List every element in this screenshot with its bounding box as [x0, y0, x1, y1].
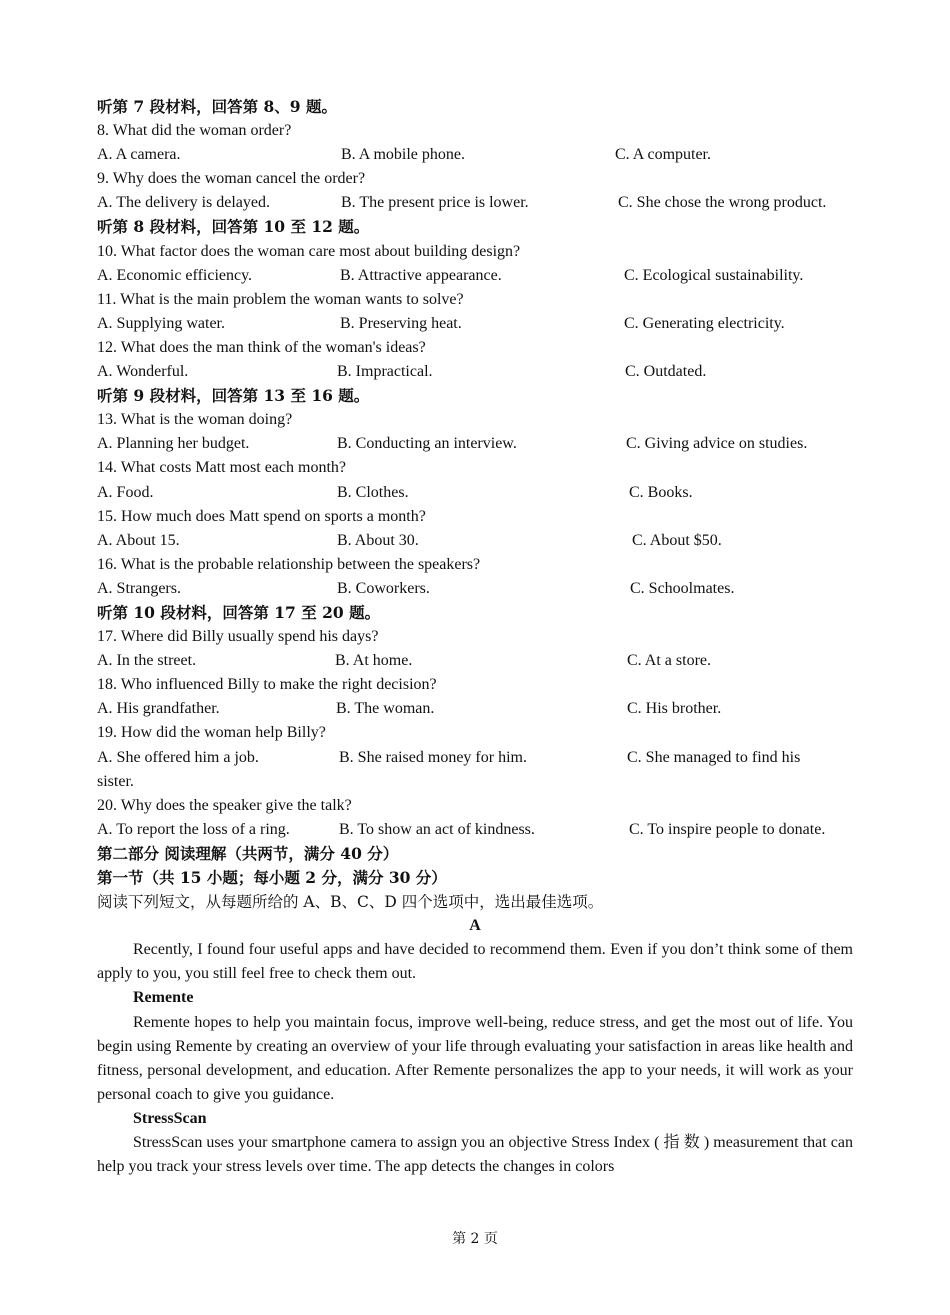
page-footer: 第 2 页: [452, 1231, 498, 1247]
option-c: C. Generating electricity.: [624, 314, 785, 332]
option-b: B. Coworkers.: [337, 579, 430, 597]
option-a: A. Supplying water.: [97, 314, 225, 332]
option-c: C. Schoolmates.: [630, 579, 735, 597]
option-row: [97, 143, 853, 167]
option-row: [97, 312, 853, 336]
option-b: B. The woman.: [336, 700, 435, 718]
option-row: [97, 264, 853, 288]
option-c: C. Outdated.: [625, 363, 707, 381]
option-c: C. About $50.: [632, 531, 722, 549]
option-a: A. She offered him a job.: [97, 748, 259, 766]
option-a: A. Strangers.: [97, 579, 181, 597]
option-c: C. Giving advice on studies.: [626, 435, 808, 453]
option-row: [97, 481, 853, 505]
option-b: B. Clothes.: [337, 483, 409, 501]
question-text: 9. Why does the woman cancel the order?: [97, 170, 366, 188]
section-header: 第一节（共 15 小题；每小题 2 分，满分 30 分）: [97, 868, 447, 887]
question-text: 18. Who influenced Billy to make the right decision?: [97, 676, 437, 694]
paragraph-text: Remente hopes to help you maintain focus, improve well-being, reduce stress, and get the most out of life. You begin using Remente by creating an overview of your life through evaluating your satisfaction in areas like health and fitness, personal development, and education. After Remente personalizes the app to your needs, it will work as your personal coach to give you guidance.: [97, 1013, 853, 1103]
option-row: [97, 529, 853, 553]
option-c: C. To inspire people to donate.: [629, 820, 826, 838]
option-b: B. About 30.: [337, 531, 419, 549]
option-a: A. Planning her budget.: [97, 435, 250, 453]
option-row: [97, 360, 853, 384]
question-text: 15. How much does Matt spend on sports a month?: [97, 507, 426, 525]
remente-paragraph: [97, 1011, 853, 1107]
option-b: B. The present price is lower.: [341, 194, 529, 212]
option-a: A. Food.: [97, 483, 154, 501]
option-row: [97, 577, 853, 601]
question-text: 8. What did the woman order?: [97, 122, 292, 140]
question-text: 20. Why does the speaker give the talk?: [97, 796, 352, 814]
option-b: B. To show an act of kindness.: [339, 820, 535, 838]
question-text: 17. Where did Billy usually spend his days?: [97, 628, 379, 646]
passage-title: A: [469, 917, 481, 935]
paragraph-text: StressScan uses your smartphone camera to assign you an objective Stress Index ( 指 数 ) measurement that can help you track your stress levels over time. The app detects the changes in colors: [97, 1134, 854, 1176]
option-a: A. Economic efficiency.: [97, 266, 253, 284]
option-row: [97, 649, 853, 673]
question-text: sister.: [97, 772, 134, 790]
question-text: 13. What is the woman doing?: [97, 411, 293, 429]
option-b: B. Attractive appearance.: [340, 266, 502, 284]
option-c: C. A computer.: [615, 146, 711, 164]
question-text: 10. What factor does the woman care most about building design?: [97, 242, 521, 260]
intro-paragraph: [97, 938, 853, 986]
stressscan-paragraph: [97, 1131, 853, 1179]
paragraph-text: Recently, I found four useful apps and have decided to recommend them. Even if you don’t think some of them apply to you, you still feel free to check them out.: [97, 941, 853, 983]
option-row: [97, 697, 853, 721]
section-header: 听第 7 段材料，回答第 8、9 题。: [97, 97, 337, 116]
section-header: 第二部分 阅读理解（共两节，满分 40 分）: [97, 843, 399, 863]
question-text: 11. What is the main problem the woman wants to solve?: [97, 290, 464, 308]
question-text: 12. What does the man think of the woman's ideas?: [97, 338, 426, 356]
section-header: 听第 10 段材料，回答第 17 至 20 题。: [97, 602, 381, 622]
option-b: B. A mobile phone.: [341, 146, 465, 164]
option-b: B. At home.: [335, 652, 413, 670]
page-content: [97, 95, 853, 1179]
option-b: B. She raised money for him.: [339, 748, 527, 766]
option-c: C. Ecological sustainability.: [624, 266, 804, 284]
section-header: 听第 9 段材料，回答第 13 至 16 题。: [97, 386, 370, 406]
option-b: B. Conducting an interview.: [337, 435, 517, 453]
option-c: C. At a store.: [627, 652, 711, 670]
option-a: A. About 15.: [97, 531, 180, 549]
option-c: C. Books.: [629, 483, 693, 501]
option-b: B. Preserving heat.: [340, 314, 462, 332]
option-b: B. Impractical.: [337, 363, 433, 381]
question-text: 19. How did the woman help Billy?: [97, 724, 326, 742]
option-row: [97, 818, 853, 842]
option-a: A. Wonderful.: [97, 363, 189, 381]
option-row: [97, 191, 853, 215]
option-c: C. She managed to find his: [627, 748, 801, 766]
question-text: 16. What is the probable relationship between the speakers?: [97, 555, 481, 573]
option-a: A. In the street.: [97, 652, 197, 670]
app-title-remente: Remente: [133, 989, 194, 1007]
option-a: A. A camera.: [97, 146, 181, 164]
instruction-text: 阅读下列短文，从每题所给的 A、B、C、D 四个选项中，选出最佳选项。: [97, 893, 604, 912]
option-a: A. His grandfather.: [97, 700, 220, 718]
option-c: C. His brother.: [627, 700, 722, 718]
option-c: C. She chose the wrong product.: [618, 194, 827, 212]
option-a: A. The delivery is delayed.: [97, 194, 270, 212]
option-a: A. To report the loss of a ring.: [97, 820, 290, 838]
option-row: [97, 432, 853, 456]
app-title-stressscan: StressScan: [133, 1109, 207, 1127]
option-row: [97, 746, 853, 770]
section-header: 听第 8 段材料，回答第 10 至 12 题。: [97, 217, 370, 237]
question-text: 14. What costs Matt most each month?: [97, 459, 346, 477]
